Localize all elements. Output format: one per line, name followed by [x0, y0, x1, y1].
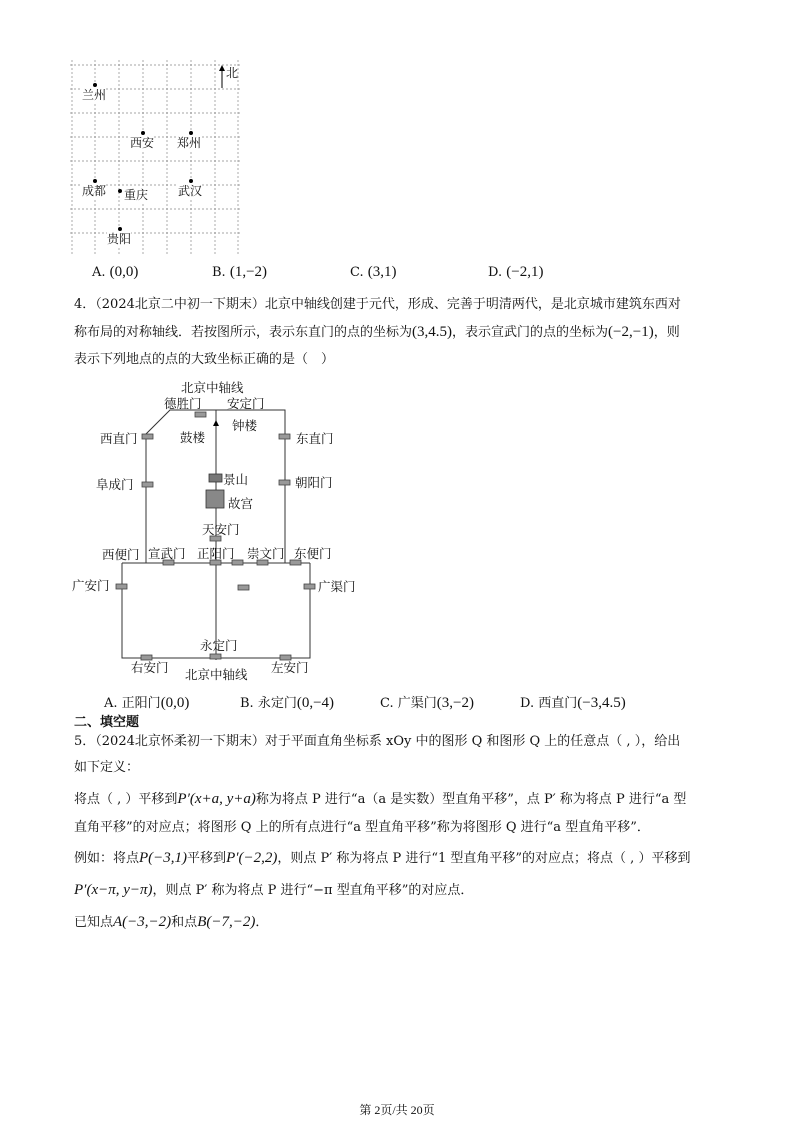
- q3-map: [70, 60, 240, 255]
- fuchengmen-label: 阜成门: [96, 477, 134, 492]
- chongwenmen-label: 崇文门: [247, 546, 285, 561]
- q5-line5: 例如：将点P(−3,1)平移到P′(−2,2)，则点 P′ 称为将点 P 进行“1 型直角平移”的对应点；将点（ , ）平移到: [74, 850, 691, 866]
- q4-option-c: C. 广渠门(3,−2): [380, 695, 474, 711]
- zhengzhou-label: 郑州: [177, 136, 202, 150]
- chongqing-label: 重庆: [124, 188, 149, 202]
- xizhimen-label: 西直门: [100, 431, 138, 446]
- andingmen-label: 安定门: [227, 396, 265, 411]
- deshengmen-label: 德胜门: [164, 396, 202, 411]
- q3-option-c: C. (3,1): [350, 264, 397, 280]
- q5-line1: 5．（2024北京怀柔初一下期末）对于平面直角坐标系 xOy 中的图形 Q 和图形 Q 上的任意点（ , ），给出: [74, 734, 681, 749]
- q4-line1: 4．（2024北京二中初一下期末）北京中轴线创建于元代，形成、完善于明清两代，是北京城市建筑东西对: [74, 297, 681, 312]
- q3-option-b: B. (1,−2): [212, 264, 268, 280]
- guiyang-dot: [118, 227, 122, 231]
- q5-line6: P′(x−π, y−π)，则点 P′ 称为将点 P 进行“−π 型直角平移”的对应点．: [74, 882, 474, 898]
- axis-title-bottom: 北京中轴线: [185, 667, 248, 682]
- xian-label: 西安: [130, 136, 155, 150]
- q4-line2: 称布局的对称轴线．若按图所示，表示东直门的点的坐标为(3,4.5)，表示宣武门的点的坐标为(−2,−1)，则: [74, 324, 680, 340]
- q5-line3: 将点（ , ）平移到P′(x+a, y+a)称为将点 P 进行“a（a 是实数）型直角平移”，点 P′ 称为将点 P 进行“a 型: [74, 791, 687, 807]
- guanganmen-label: 广安门: [72, 578, 110, 593]
- q4-option-b: B. 永定门(0,−4): [240, 695, 335, 711]
- wuhan-dot: [189, 179, 193, 183]
- axis-title-top: 北京中轴线: [181, 380, 244, 395]
- dongbianmen-label: 东便门: [294, 546, 332, 561]
- chaoyangmen-label: 朝阳门: [295, 475, 333, 490]
- xuanwumen-label: 宣武门: [148, 546, 186, 561]
- xian-dot: [141, 131, 145, 135]
- page-footer: 第 2页/共 20页: [359, 1103, 435, 1117]
- q3-option-a: A. (0,0): [92, 264, 139, 280]
- dongzhimen-label: 东直门: [296, 431, 334, 446]
- q5-line2: 如下定义：: [74, 760, 140, 775]
- guangqumen-label: 广渠门: [318, 579, 356, 594]
- yongdingmen-label: 永定门: [200, 638, 238, 653]
- q3-option-d: D. (−2,1): [488, 264, 544, 280]
- wuhan-label: 武汉: [178, 184, 203, 198]
- gugong-label: 故宫: [228, 496, 254, 511]
- lanzhou-dot: [93, 83, 97, 87]
- zhengyangmen-label: 正阳门: [197, 546, 235, 561]
- xibianmen-label: 西便门: [102, 547, 140, 562]
- q5-line4: 直角平移”的对应点；将图形 Q 上的所有点进行“a 型直角平移”称为将图形 Q 进行“a 型直角平移”．: [74, 820, 650, 835]
- zhonglou-label: 钟楼: [232, 418, 258, 433]
- beijing-axis-map: [60, 372, 380, 692]
- chengdu-label: 成都: [82, 184, 107, 198]
- q4-option-d: D. 西直门(−3,4.5): [520, 695, 626, 711]
- jingshan-label: 景山: [223, 472, 249, 487]
- north-label: 北: [226, 66, 239, 80]
- youanmen-label: 右安门: [131, 660, 169, 675]
- lanzhou-label: 兰州: [82, 88, 107, 102]
- section-fill-in-heading: 二、填空题: [74, 715, 140, 730]
- guiyang-label: 贵阳: [107, 232, 132, 246]
- q4-option-a: A. 正阳门(0,0): [104, 695, 190, 711]
- tiananmen-label: 天安门: [202, 522, 240, 537]
- chengdu-dot: [93, 179, 97, 183]
- q4-line3: 表示下列地点的点的大致坐标正确的是（ ）: [74, 352, 335, 367]
- chongqing-dot: [118, 189, 122, 193]
- zuoanmen-label: 左安门: [271, 660, 309, 675]
- gulou-label: 鼓楼: [180, 430, 206, 445]
- zhengzhou-dot: [189, 131, 193, 135]
- q5-line7: 已知点A(−3,−2)和点B(−7,−2)．: [74, 914, 269, 930]
